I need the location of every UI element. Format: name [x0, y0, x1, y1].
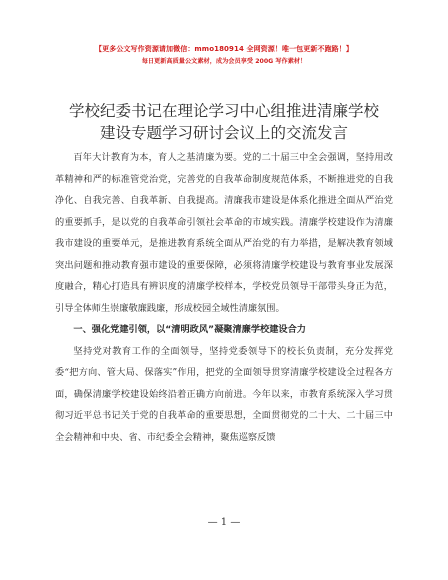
title-line-1: 学校纪委书记在理论学习中心组推进清廉学校 — [68, 102, 379, 120]
promo-line-2: 每日更新高质量公文素材，成为会员享受 200G 写作素材！ — [141, 58, 307, 65]
title-line-2: 建设专题学习研讨会议上的交流发言 — [99, 124, 348, 142]
promo-line-1: 【更多公文写作资源请加微信：mmo180914 全网资源！唯一包更新不跑路！】 — [95, 45, 353, 53]
section-heading-1: 一、强化党建引领，以“清明政风”凝聚清廉学校建设合力 — [73, 324, 306, 335]
paragraph-2: 坚持党对教育工作的全面领导，坚持党委领导下的校长负责制，充分发挥党委“把方向、管大局、保落实”作用，把党的全面领导贯穿清廉学校建设全过程各方面，确保清廉学校建设始终沿着正确方向前进。今年以来，市教育系统深入学习贯彻习近平总书记关于党的自我革命的重要思想，全面贯彻党的二十大、二十届三中全会精神和中央、省、市纪委全会精神，聚焦巡察反馈 — [55, 345, 393, 443]
paragraph-1: 百年大计教育为本，育人之基清廉为要。党的二十届三中全会强调，坚持用改革精神和严的标准管党治党，完善党的自我革命制度规范体系，不断推进党的自我净化、自我完善、自我革新、自我提高。清廉我市建设是体系化推进全面从严治党的重要抓手，是以党的自我革命引领社会革命的市域实践。清廉学校建设作为清廉我市建设的重要单元，是推进教育系统全面从严治党的有力举措，是解决教育领域突出问题和推动教育强市建设的重要保障，必须将清廉学校建设与教育事业发展深度融合，精心打造具有辨识度的清廉学校样本，学校党员领导干部带头身正为范，引导全体师生崇廉敬廉践廉，形成校园全域性清廉氛围。 — [55, 152, 393, 314]
page-number: — 1 — — [207, 517, 241, 528]
document-body — [55, 147, 393, 448]
document-title — [40, 100, 408, 144]
promo-banner — [0, 44, 448, 66]
